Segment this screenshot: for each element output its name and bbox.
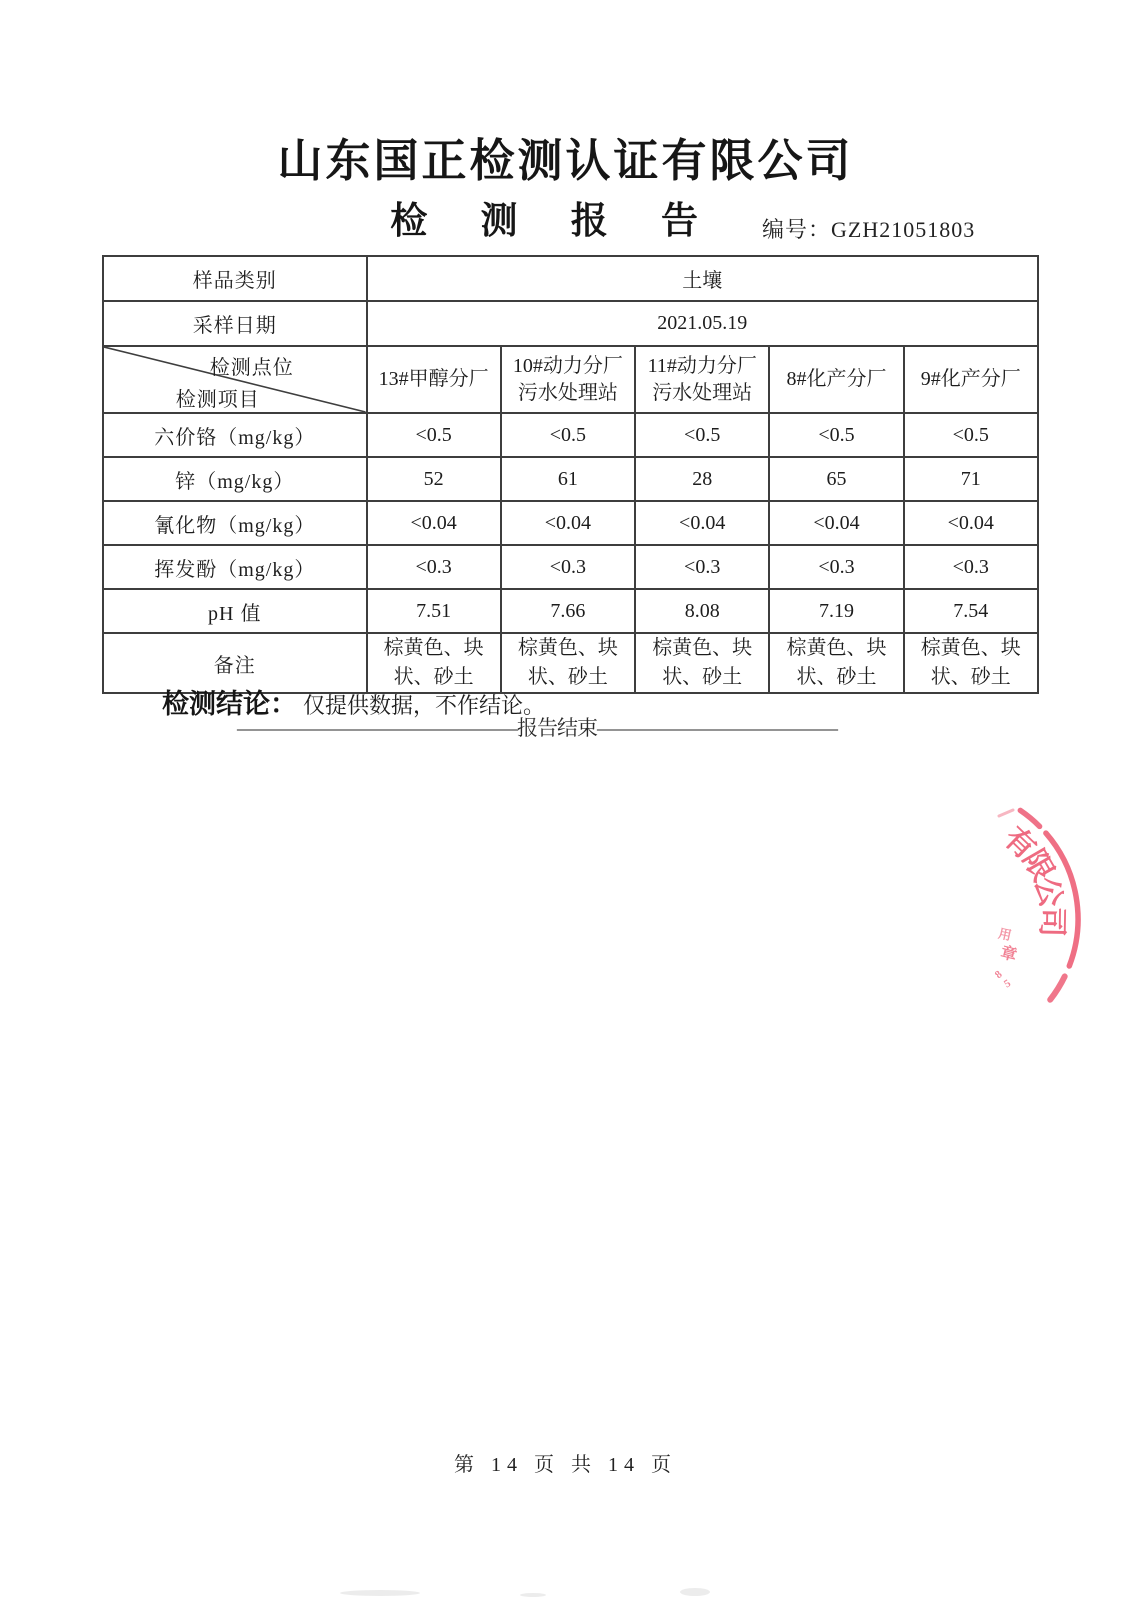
seal-digit: 5: [1002, 977, 1014, 991]
table-cell: 棕黄色、块状、砂土: [769, 633, 903, 693]
table-row: [103, 256, 1038, 301]
seal-faint-stroke: [999, 810, 1013, 816]
table-cell: <0.3: [367, 545, 501, 589]
seal-ring-arc: [1050, 976, 1065, 999]
table-cell: 棕黄色、块状、砂土: [635, 633, 769, 693]
row-label: 六价铬（mg/kg）: [103, 413, 367, 457]
table-cell: 52: [367, 457, 501, 501]
table-cell: 土壤: [367, 256, 1038, 301]
table-cell: 8.08: [635, 589, 769, 633]
table-header-row: [103, 346, 1038, 413]
row-label: 挥发酚（mg/kg）: [103, 545, 367, 589]
column-header: 9#化产分厂: [904, 346, 1038, 413]
report-number-value: GZH21051803: [831, 217, 976, 242]
table-row: [103, 301, 1038, 346]
report-end-line: ——————————————报告结束————————————: [237, 716, 837, 740]
row-label: pH 值: [103, 589, 367, 633]
table-row: [103, 457, 1038, 501]
page-number: 第 14 页 共 14 页: [454, 1454, 677, 1476]
table-cell: <0.3: [501, 545, 635, 589]
seal-arc-char: 公: [1028, 873, 1068, 911]
seal-arc-char: 限: [1016, 844, 1060, 887]
report-number: [762, 213, 975, 244]
table-row: [103, 589, 1038, 633]
table-cell: <0.3: [904, 545, 1038, 589]
column-header: 13#甲醇分厂: [367, 346, 501, 413]
scan-smudge: [680, 1588, 710, 1596]
diagonal-header-cell: [103, 346, 367, 413]
row-label: 备注: [103, 633, 367, 693]
table-row: [103, 545, 1038, 589]
seal-arc-char: 司: [1034, 906, 1069, 938]
column-header: 11#动力分厂污水处理站: [635, 346, 769, 413]
corner-label-top: 检测点位: [209, 357, 294, 379]
seal-small-char: 用: [996, 925, 1013, 944]
table-cell: <0.5: [769, 413, 903, 457]
corner-label-bottom: 检测项目: [175, 389, 260, 411]
column-header: 8#化产分厂: [769, 346, 903, 413]
seal-digit: 8: [992, 968, 1005, 982]
report-title: 检 测 报 告: [390, 201, 720, 242]
table-cell: 棕黄色、块状、砂土: [367, 633, 501, 693]
table-cell: 61: [501, 457, 635, 501]
table-cell: <0.5: [635, 413, 769, 457]
table-cell: <0.5: [501, 413, 635, 457]
seal-small-char: 章: [998, 944, 1019, 965]
table-cell: 7.19: [769, 589, 903, 633]
row-label: 锌（mg/kg）: [103, 457, 367, 501]
table-cell: 7.54: [904, 589, 1038, 633]
results-table: [102, 255, 1039, 694]
table-cell: <0.3: [635, 545, 769, 589]
table-cell: 7.51: [367, 589, 501, 633]
seal-arc-char: 有: [997, 821, 1042, 866]
conclusion-text: 仅提供数据，不作结论。: [303, 693, 546, 718]
table-cell: <0.04: [635, 501, 769, 545]
table-row: [103, 501, 1038, 545]
report-number-label: 编号：: [762, 217, 832, 242]
table-cell: <0.5: [904, 413, 1038, 457]
table-cell: <0.04: [769, 501, 903, 545]
conclusion-label: 检测结论：: [162, 689, 297, 719]
row-label: 采样日期: [103, 301, 367, 346]
table-cell: 71: [904, 457, 1038, 501]
company-name: 山东国正检测认证有限公司: [277, 136, 854, 186]
table-cell: <0.3: [769, 545, 903, 589]
table-cell: 28: [635, 457, 769, 501]
column-header: 10#动力分厂污水处理站: [501, 346, 635, 413]
scan-smudge: [340, 1590, 420, 1596]
company-seal-stamp: [955, 778, 1131, 1010]
table-cell: 7.66: [501, 589, 635, 633]
table-cell: 棕黄色、块状、砂土: [501, 633, 635, 693]
table-cell: <0.5: [367, 413, 501, 457]
table-cell: <0.04: [367, 501, 501, 545]
scan-smudge: [520, 1593, 546, 1597]
table-row: [103, 413, 1038, 457]
table-cell: 65: [769, 457, 903, 501]
row-label: 样品类别: [103, 256, 367, 301]
table-cell: <0.04: [904, 501, 1038, 545]
table-cell: <0.04: [501, 501, 635, 545]
row-label: 氰化物（mg/kg）: [103, 501, 367, 545]
table-cell: 2021.05.19: [367, 301, 1038, 346]
table-cell: 棕黄色、块状、砂土: [904, 633, 1038, 693]
